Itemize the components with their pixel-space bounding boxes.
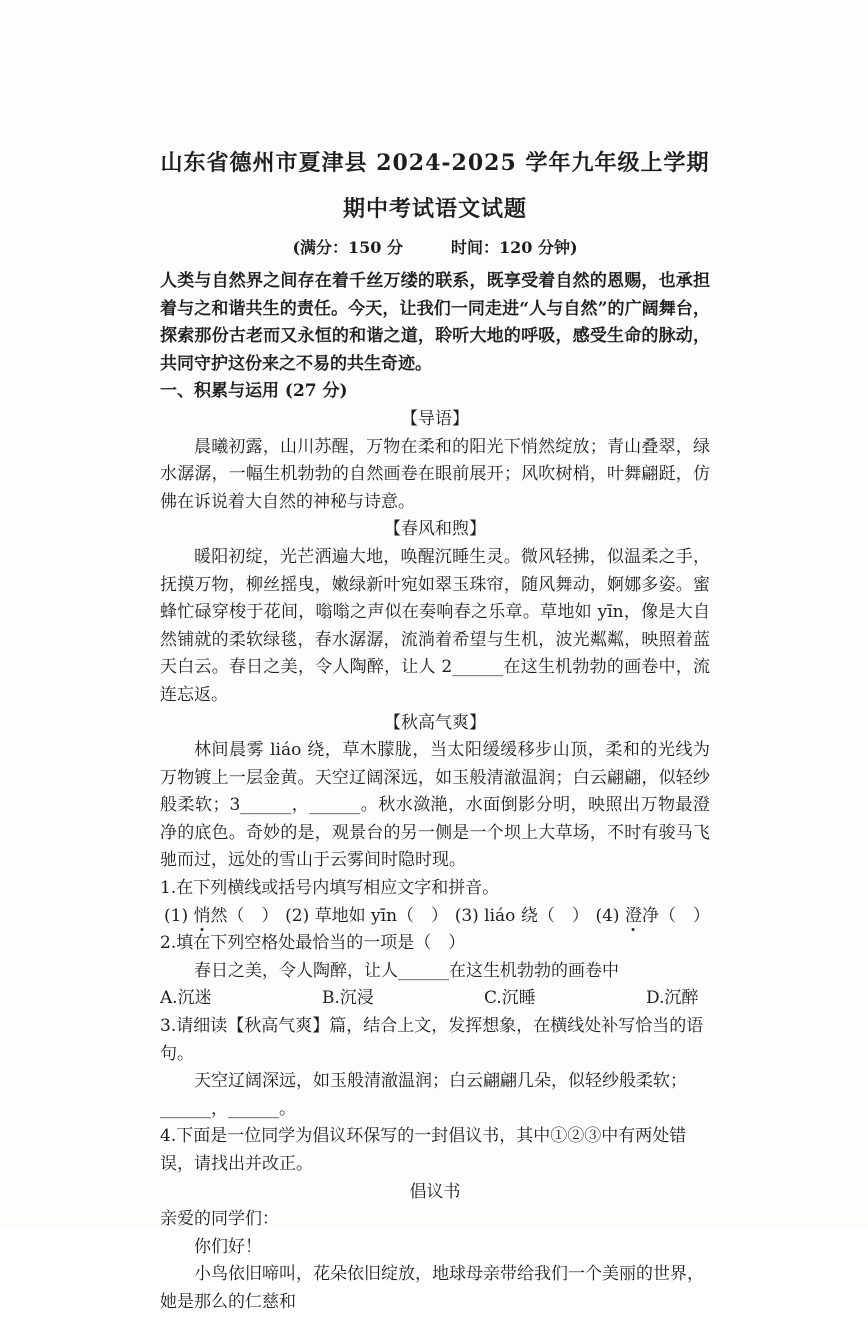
quoted-line: 春日之美，令人陶醉，让人______在这生机勃勃的画卷中 (194, 960, 619, 981)
bracket-heading: 【秋高气爽】 (384, 712, 486, 733)
bracket-heading: 【春风和煦】 (384, 519, 486, 540)
bracket-heading: 【导语】 (401, 408, 469, 429)
section-heading: 一、积累与运用 (27 分) (160, 381, 348, 402)
choice-option: B.沉浸 (322, 988, 374, 1009)
question-stem: 2.填在下列空格处最恰当的一项是（ ） (160, 933, 466, 954)
exam-title-line: 山东省德州市夏津县 2024-2025 学年九年级上学期 (160, 150, 710, 176)
pinyin-items-row (160, 903, 710, 931)
question-stem: 1.在下列横线或括号内填写相应文字和拼音。 (160, 878, 500, 899)
body-paragraph: 晨曦初露，山川苏醒，万物在柔和的阳光下悄然绽放；青山叠翠，绿水潺潺，一幅生机勃勃的自然画卷在眼前展开；风吹树梢，叶舞翩跹，仿佛在诉说着大自然的神秘与诗意。 (160, 436, 710, 512)
pinyin-item: (4) 澄净（ ） (595, 905, 710, 926)
letter-title: 倡议书 (409, 1181, 461, 1202)
intro-paragraph: 人类与自然界之间存在着千丝万缕的联系，既享受着自然的恩赐，也承担着与之和谐共生的责任。今天，让我们一同走进“人与自然”的广阔舞台，探索那份古老而又永恒的和谐之道，聆听大地的呼吸，感受生命的脉动，共同守护这份来之不易的共生奇迹。 (160, 271, 710, 374)
exam-meta-line: (满分：150 分 时间：120 分钟) (292, 238, 578, 257)
pinyin-item: (3) liáo 绕（ ） (454, 905, 589, 926)
choice-option: A.沉迷 (160, 988, 212, 1009)
body-paragraph: 林间晨雾 liáo 绕，草木朦胧，当太阳缓缓移步山顶，柔和的光线为万物镀上一层金黄。天空辽阔深远，如玉般清澈温润；白云翩翩，似轻纱般柔软；3______，______。秋水潋滟，水面倒影分明，映照出万物最澄净的底色。奇妙的是，观景台的另一侧是一个坝上大草场，不时有骏马飞驰而过，远处的雪山于云雾间时隐时现。 (160, 740, 710, 871)
exam-title-line: 期中考试语文试题 (342, 196, 527, 222)
choice-options-row (160, 985, 710, 1013)
emphasis-dot-char: 澄 (624, 905, 642, 926)
choice-option: D.沉醉 (646, 988, 699, 1009)
letter-body-line: 你们好！ (194, 1236, 262, 1257)
body-paragraph: 暖阳初绽，光芒洒遍大地，唤醒沉睡生灵。微风轻拂，似温柔之手，抚摸万物，柳丝摇曳，嫩绿新叶宛如翠玉珠帘，随风舞动，婀娜多姿。蜜蜂忙碌穿梭于花间，嗡嗡之声似在奏响春之乐章。草地如 yīn，像是大自然铺就的柔软绿毯，春水潺潺，流淌着希望与生机，波光粼粼，映照着蓝天白云。春日之美，令人陶醉，让人 2______在这生机勃勃的画卷中，流连忘返。 (160, 546, 710, 705)
letter-body-line: 小鸟依旧啼叫，花朵依旧绽放，地球母亲带给我们一个美丽的世界，她是那么的仁慈和 (160, 1264, 704, 1312)
question-stem: 4.下面是一位同学为倡议环保写的一封倡议书，其中①②③中有两处错误，请找出并改正。 (160, 1126, 687, 1174)
emphasis-dot-char: 悄 (193, 905, 211, 926)
letter-salutation: 亲爱的同学们： (160, 1209, 279, 1230)
quoted-line: 天空辽阔深远，如玉般清澈温润；白云翩翩几朵，似轻纱般柔软；______，______。 (160, 1071, 687, 1119)
pinyin-item: (2) 草地如 yīn（ ） (285, 905, 449, 926)
pinyin-item: (1) 悄然（ ） (164, 905, 279, 926)
choice-option: C.沉睡 (484, 988, 536, 1009)
question-stem: 3.请细读【秋高气爽】篇，结合上文，发挥想象，在横线处补写恰当的语句。 (160, 1016, 704, 1064)
